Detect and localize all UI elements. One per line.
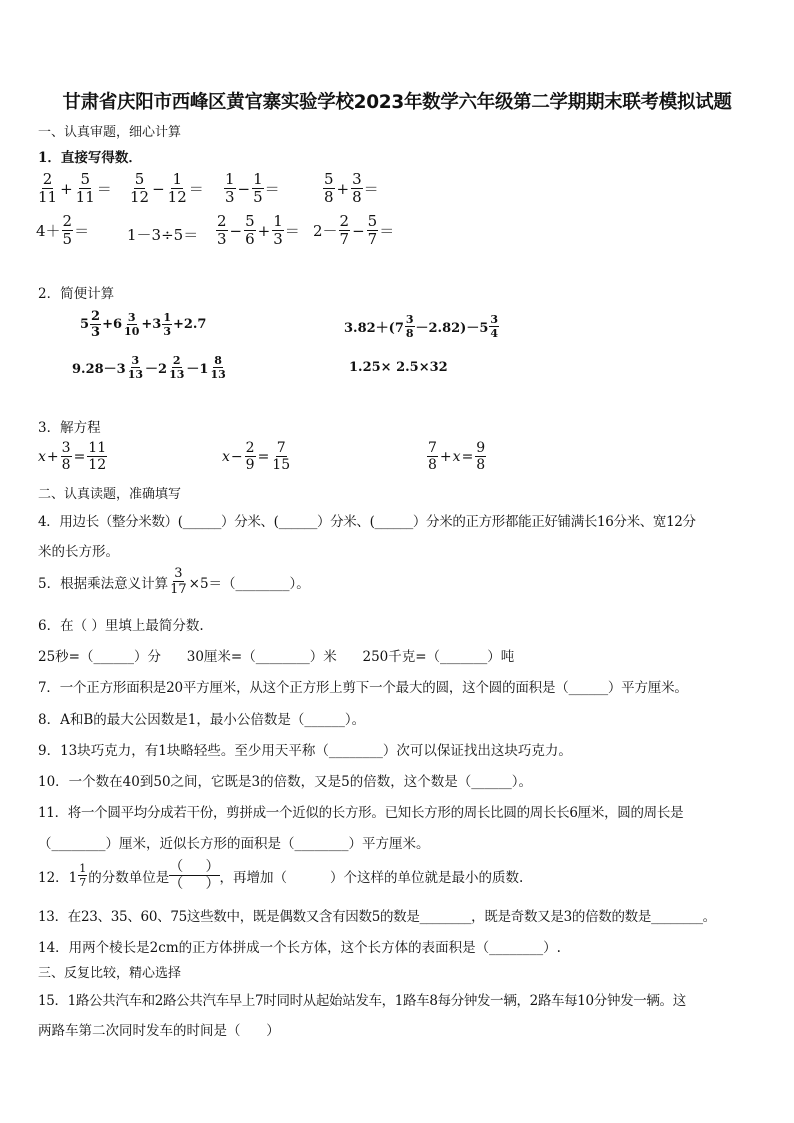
q1-expr-6: 1－3÷5＝ (127, 226, 199, 244)
q10: 10．一个数在40到50之间，它既是3的倍数，又是5的倍数，这个数是（______）。 (38, 774, 532, 790)
q1-expr-2: $\frac{5}{12}$ − $\frac{1}{12}$ ＝ (130, 170, 204, 206)
q1-expr-7: $\frac{2}{3}$ − $\frac{5}{6}$ + $\frac{1}{3}$ ＝ (217, 212, 300, 248)
q5: 5．根据乘法意义计算 $\frac{3}{17}$ ×5＝（________）。 (38, 566, 310, 597)
section-2-heading: 二、认真读题，准确填写 (38, 487, 182, 502)
q1-expr-4: $\frac{5}{8}$ + $\frac{3}{8}$ ＝ (324, 170, 379, 206)
q14: 14．用两个棱长是2cm的正方体拼成一个长方体，这个长方体的表面积是（________）. (38, 940, 561, 956)
q8: 8．A和B的最大公因数是1，最小公倍数是（______）。 (38, 712, 366, 728)
q2-expr-4: 1.25× 2.5×32 (349, 360, 448, 375)
q1-expr-3: $\frac{1}{3}$ − $\frac{1}{5}$ ＝ (225, 170, 280, 206)
q3-equation-3: $\frac{7}{8}$ + x = $\frac{9}{8}$ (428, 440, 486, 473)
q6-items: 25秒=（______）分 30厘米=（________）米 250千克=（_______）吨 (38, 649, 515, 665)
q1-label: 1．直接写得数． (38, 150, 142, 166)
blank-fraction: （ ） （ ） (169, 859, 220, 892)
page-title: 甘肃省庆阳市西峰区黄官寨实验学校2023年数学六年级第二学期期末联考模拟试题 (62, 92, 732, 113)
q3-label: 3．解方程 (38, 420, 101, 436)
q2-expr-2: 3.82＋(7 $\frac{3}{8}$ －2.82)－5 $\frac{3}{4}$ (344, 313, 499, 340)
q3-equation-1: x + $\frac{3}{8}$ = $\frac{11}{12}$ (38, 440, 107, 473)
q6-label: 6．在（ ）里填上最简分数. (38, 618, 204, 634)
q4-line-1: 4．用边长（整分米数）(______）分米、(______）分米、(______）分米的正方形都能正好铺满长16分米、宽12分 (38, 514, 696, 530)
q4-line-2: 米的长方形。 (38, 544, 119, 560)
q2-expr-1: 5 $\frac{2}{3}$ +6 $\frac{3}{10}$ +3 $\frac{1}{3}$ +2.7 (80, 309, 207, 340)
q9: 9．13块巧克力，有1块略轻些。至少用天平称（________）次可以保证找出这块巧克力。 (38, 743, 572, 759)
q13: 13．在23、35、60、75这些数中，既是偶数又含有因数5的数是________，既是奇数又是3的倍数的数是________。 (38, 909, 716, 925)
q11-line-2: （________）厘米，近似长方形的面积是（________）平方厘米。 (38, 836, 430, 852)
q1-expr-8: 2－ $\frac{2}{7}$ − $\frac{5}{7}$ ＝ (313, 212, 395, 248)
q15-line-2: 两路车第二次同时发车的时间是（ ） (38, 1023, 280, 1039)
q12: 12．1 $\frac{1}{7}$ 的分数单位是 （ ） （ ） ，再增加（ ）个这样的单位就是最小的质数. (38, 859, 524, 892)
q2-label: 2．简便计算 (38, 286, 115, 302)
q11-line-1: 11．将一个圆平均分成若干份，剪拼成一个近似的长方形。已知长方形的周长比圆的周长长6厘米，圆的周长是 (38, 805, 684, 821)
q2-expr-3: 9.28－3 $\frac{3}{13}$ －2 $\frac{2}{13}$ －1 $\frac{8}{13}$ (72, 354, 226, 381)
q1-expr-1: $\frac{2}{11}$ + $\frac{5}{11}$ ＝ (38, 170, 112, 206)
q1-expr-5: 4＋ $\frac{2}{5}$ ＝ (36, 212, 90, 248)
q3-equation-2: x − $\frac{2}{9}$ = $\frac{7}{15}$ (222, 440, 291, 473)
section-1-heading: 一、认真审题，细心计算 (38, 125, 182, 140)
q15-line-1: 15．1路公共汽车和2路公共汽车早上7时同时从起始站发车，1路车8每分钟发一辆，2路车每10分钟发一辆。这 (38, 993, 686, 1009)
q7: 7．一个正方形面积是20平方厘米，从这个正方形上剪下一个最大的圆，这个圆的面积是（______）平方厘米。 (38, 680, 688, 696)
section-3-heading: 三、反复比较，精心选择 (38, 966, 182, 981)
